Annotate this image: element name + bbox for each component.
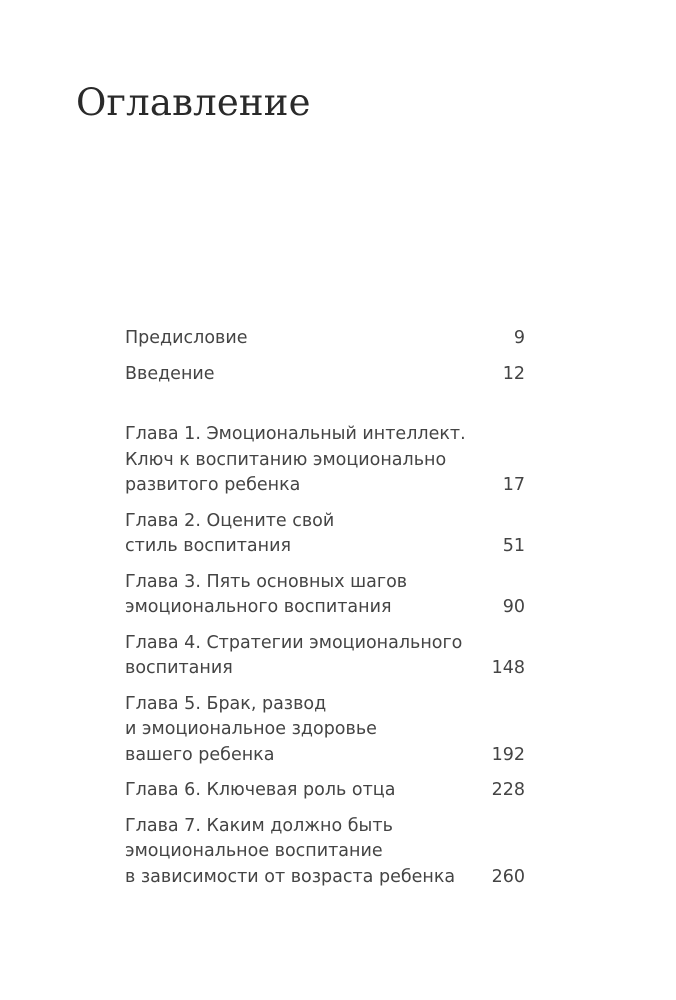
toc-entry-chapter-3[interactable] (125, 570, 525, 621)
toc-entry-chapter-6[interactable] (125, 778, 525, 804)
toc-entry-chapter-4[interactable] (125, 631, 525, 682)
toc-page-number: 9 (513, 328, 525, 348)
toc-entry-title-line: эмоциональное воспитание (125, 841, 383, 861)
toc-page-number: 12 (502, 363, 525, 384)
toc-entry-chapter-5[interactable] (125, 692, 525, 769)
page-title: Оглавление (76, 81, 311, 124)
toc-entry-title-line: Глава 6. Ключевая роль отца (125, 780, 396, 800)
toc-entry-title-line: Глава 7. Каким должно быть (125, 815, 393, 836)
toc-page-number: 51 (502, 536, 525, 556)
toc-entry-title-line: Глава 3. Пять основных шагов (125, 571, 408, 592)
toc-entry-chapter-7[interactable] (125, 814, 525, 891)
toc-entry-title-line: в зависимости от возраста ребенка (125, 866, 456, 887)
toc-entry-title-line: развитого ребенка (125, 475, 301, 495)
toc-page-number: 192 (491, 744, 525, 765)
toc-page-number: 148 (491, 658, 525, 678)
toc-entry-chapter-2[interactable] (125, 509, 525, 560)
toc-entry-title-line: и эмоциональное здоровье (125, 719, 377, 739)
toc-entry-title-line: стиль воспитания (125, 536, 291, 556)
toc-entry-title: Предисловие (125, 328, 248, 348)
toc-entry-title-line: вашего ребенка (125, 744, 275, 765)
toc-entry-title-line: Ключ к воспитанию эмоционально (125, 449, 447, 470)
toc-entry-chapter-1[interactable] (125, 422, 525, 499)
toc-entry-title: Введение (125, 363, 215, 384)
toc-entry-introduction[interactable] (125, 362, 525, 388)
toc-page-number: 17 (502, 475, 525, 495)
table-of-contents (125, 326, 525, 900)
toc-entry-title-line: Глава 1. Эмоциональный интеллект. (125, 424, 466, 444)
toc-entry-title-line: эмоционального воспитания (125, 597, 392, 617)
toc-entry-preface[interactable] (125, 326, 525, 352)
toc-entry-title-line: Глава 2. Оцените свой (125, 510, 335, 531)
toc-page-number: 90 (502, 597, 525, 617)
toc-page-number: 260 (491, 866, 525, 887)
toc-page-number: 228 (491, 780, 525, 800)
toc-entry-title-line: Глава 5. Брак, развод (125, 693, 327, 714)
toc-entry-title-line: Глава 4. Стратегии эмоционального (125, 632, 463, 653)
toc-entry-title-line: воспитания (125, 658, 233, 678)
